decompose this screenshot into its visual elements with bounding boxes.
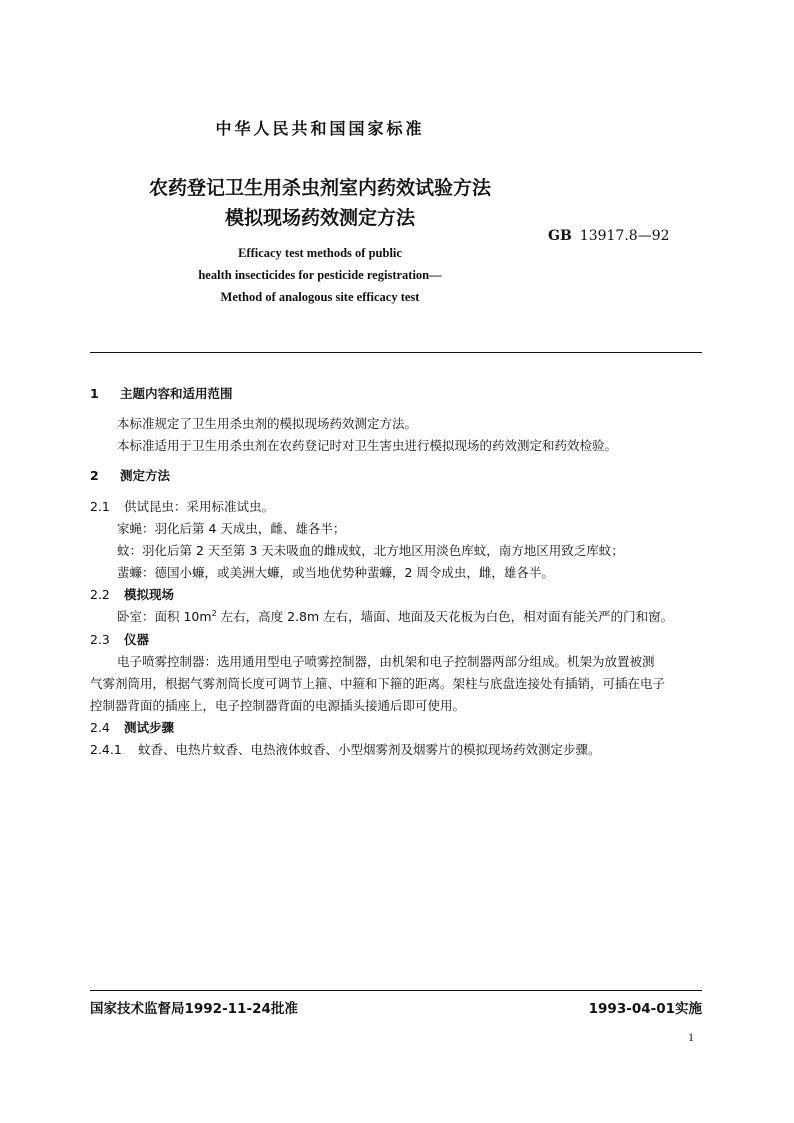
site-text-a: 卧室：面积 10m — [117, 609, 212, 624]
header-divider — [90, 352, 702, 353]
instrument-line-1: 电子喷雾控制器：选用通用型电子喷雾控制器，由机架和电子控制器两部分组成。机架为放置被测 — [117, 654, 655, 669]
subsection-number: 2.2 — [90, 587, 110, 602]
title-en-line-3: Method of analogous site efficacy test — [220, 290, 420, 304]
title-en-line-1: Efficacy test methods of public — [238, 246, 402, 260]
page-number: 1 — [688, 1030, 694, 1044]
section-1-paragraph-2: 本标准适用于卫生用杀虫剂在农药登记时对卫生害虫进行模拟现场的药效测定和药效检验。 — [117, 438, 618, 453]
subsection-number: 2.4.1 — [90, 742, 122, 757]
section-2-heading — [90, 466, 170, 484]
subsection-number: 2.3 — [90, 632, 110, 647]
footer-divider — [90, 990, 702, 991]
superscript-2: 2 — [211, 608, 217, 618]
subsection-text: 蚊香、电热片蚊香、电热液体蚊香、小型烟雾剂及烟雾片的模拟现场药效测定步骤。 — [138, 742, 601, 757]
test-insect-housefly: 家蝇：羽化后第 4 天成虫，雌、雄各半； — [117, 521, 346, 536]
title-en-line-2: health insecticides for pesticide registration— — [198, 268, 442, 282]
subsection-2-1 — [90, 497, 274, 515]
section-title: 测定方法 — [120, 468, 171, 483]
subsection-2-4 — [90, 718, 174, 736]
section-number: 1 — [90, 386, 99, 401]
subsection-title: 模拟现场 — [124, 587, 175, 602]
test-insect-mosquito: 蚊：羽化后第 2 天至第 3 天未吸血的雌成蚊，北方地区用淡色库蚊，南方地区用致乏库蚊； — [117, 543, 624, 558]
subsection-number: 2.1 — [90, 499, 110, 514]
section-title: 主题内容和适用范围 — [120, 386, 233, 401]
section-1-heading — [90, 384, 233, 402]
instrument-line-2: 气雾剂筒用，根据气雾剂筒长度可调节上箍、中箍和下箍的距离。架柱与底盘连接处有插销，可插在电子 — [90, 676, 666, 691]
standard-code — [548, 228, 670, 244]
section-1-paragraph-1: 本标准规定了卫生用杀虫剂的模拟现场药效测定方法。 — [117, 416, 418, 431]
subsection-2-4-1 — [90, 740, 601, 758]
section-number: 2 — [90, 468, 99, 483]
subsection-2-2 — [90, 585, 174, 603]
standard-code-prefix: GB — [548, 228, 572, 244]
title-cn-line-2: 模拟现场药效测定方法 — [224, 207, 415, 229]
standard-code-number: 13917.8—92 — [579, 228, 670, 244]
subsection-2-3 — [90, 630, 149, 648]
subsection-title: 仪器 — [124, 632, 150, 647]
title-cn-line-1: 农药登记卫生用杀虫剂室内药效试验方法 — [148, 177, 491, 199]
instrument-line-3: 控制器背面的插座上，电子控制器背面的电源插头接通后即可使用。 — [90, 698, 466, 713]
implementation-date: 1993-04-01实施 — [588, 1001, 702, 1017]
site-text-b: 左右，高度 2.8m 左右，墙面、地面及天花板为白色，相对面有能关严的门和窗。 — [216, 609, 674, 624]
subsection-title: 供试昆虫：采用标准试虫。 — [124, 499, 275, 514]
subsection-number: 2.4 — [90, 720, 110, 735]
test-insect-cockroach: 蜚蠊：德国小蠊，或美洲大蠊，或当地优势种蜚蠊，2 周令成虫，雌，雄各半。 — [117, 565, 554, 580]
subsection-title: 测试步骤 — [124, 720, 175, 735]
simulated-site-description — [117, 607, 673, 625]
document-header: 中华人民共和国国家标准 — [215, 119, 425, 138]
approval-date: 国家技术监督局1992-11-24批准 — [90, 1001, 298, 1017]
